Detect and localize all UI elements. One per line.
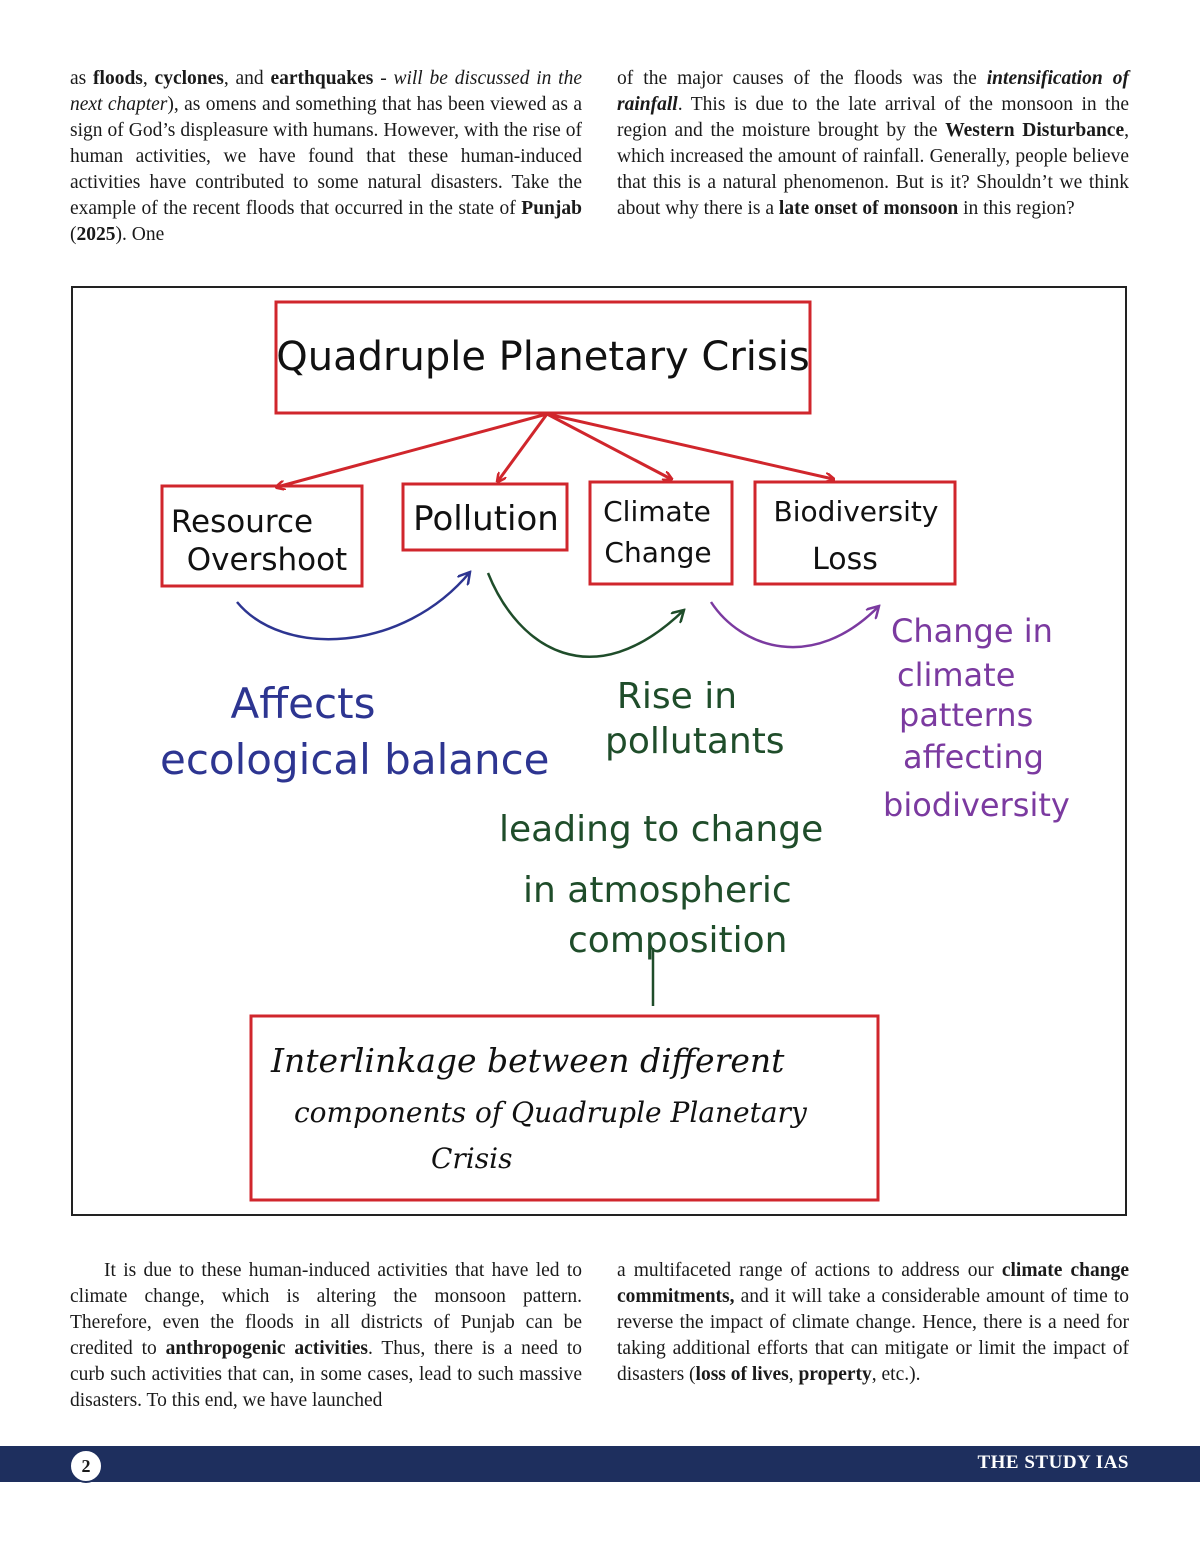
column-top-right (617, 66, 1129, 222)
biodiversity-line-1: Biodiversity (773, 495, 939, 528)
page-number: 2 (69, 1449, 103, 1483)
paragraph: as floods, cyclones, and earthquakes - will be discussed in the next chapter), as omens and something that has been viewed as a sign of God’s displeasure with humans. However, with the rise of human activities, we have found that these human-induced activities have contributed to some natural disasters. Take the example of the recent floods that occurred in the state of Punjab (2025). One (70, 68, 582, 245)
pollution-text: Pollution (413, 499, 559, 539)
green-note-line-3: leading to change (499, 809, 824, 850)
biodiversity-line-2: Loss (812, 542, 878, 577)
column-bottom-left (70, 1258, 582, 1414)
italic-note: will be discussed in the next chapter (70, 68, 582, 115)
arrow-to-climate (547, 414, 671, 479)
climate-line-1: Climate (603, 495, 711, 528)
crisis-diagram (73, 288, 1125, 1214)
purple-note-line-1: Change in (891, 612, 1053, 650)
footer-brand: THE STUDY IAS (977, 1452, 1129, 1473)
bold-term: property (798, 1364, 872, 1385)
purple-note-line-2: climate (897, 656, 1016, 694)
climate-line-2: Change (604, 536, 712, 569)
resource-line-2: Overshoot (186, 542, 348, 578)
blue-note-line-2: ecological balance (160, 735, 550, 784)
arrow-to-biodiversity (547, 414, 833, 479)
bold-term: anthropogenic activities (165, 1338, 368, 1359)
caption-line-2: components of Quadruple Planetary (294, 1096, 807, 1129)
bold-term: loss of lives (695, 1364, 789, 1385)
bold-term: 2025 (76, 224, 116, 245)
bold-term: late onset of monsoon (778, 198, 959, 219)
column-top-left (70, 66, 582, 248)
bold-term: Punjab (521, 198, 582, 219)
purple-note-line-4: affecting (903, 738, 1044, 776)
green-note-line-4: in atmospheric (523, 870, 792, 911)
purple-note-line-5: biodiversity (883, 786, 1070, 824)
red-connector-arrows (277, 414, 833, 487)
purple-note-line-3: patterns (899, 696, 1034, 734)
column-bottom-right (617, 1258, 1129, 1388)
bold-term: floods (93, 68, 143, 89)
title-text: Quadruple Planetary Crisis (276, 334, 810, 380)
bold-italic-term: intensification of rainfall (617, 68, 1129, 115)
resource-line-1: Resource (170, 504, 314, 540)
bold-term: cyclones (154, 68, 224, 89)
bold-term: climate change commitments, (617, 1260, 1129, 1307)
crisis-diagram-figure (71, 286, 1127, 1216)
arrow-to-resource (277, 414, 547, 487)
green-curved-arrow (488, 573, 684, 657)
caption-line-1: Interlinkage between different (271, 1041, 785, 1080)
blue-curved-arrow (237, 572, 470, 639)
bold-term: Western Disturbance (945, 120, 1125, 141)
green-note-line-1: Rise in (616, 676, 738, 717)
green-note-line-5: composition (568, 920, 788, 961)
paragraph: a multifaceted range of actions to address our climate change commitments, and it will take a considerable amount of time to reverse the impact of climate change. Hence, there is a need for taking additional efforts that can mitigate or limit the impact of disasters (loss of lives, property, etc.). (617, 1260, 1129, 1385)
purple-curved-arrow (711, 602, 879, 647)
paragraph: of the major causes of the floods was the intensification of rainfall. This is due to the late arrival of the monsoon in the region and the moisture brought by the Western Disturbance, which increased the amount of rainfall. Generally, people believe that this is a natural phenomenon. But is it? Shouldn’t we think about why there is a late onset of monsoon in this region? (617, 68, 1129, 219)
caption-line-3: Crisis (431, 1142, 513, 1175)
blue-note-line-1: Affects (230, 679, 376, 728)
bold-term: earthquakes (270, 68, 374, 89)
paragraph: It is due to these human-induced activities that have led to climate change, which is altering the monsoon pattern. Therefore, even the floods in all districts of Punjab can be credited to anthropogenic activities. Thus, there is a need to curb such activities that can, in some cases, lead to such massive disasters. To this end, we have launched (70, 1260, 582, 1411)
green-note-line-2: pollutants (605, 721, 785, 762)
